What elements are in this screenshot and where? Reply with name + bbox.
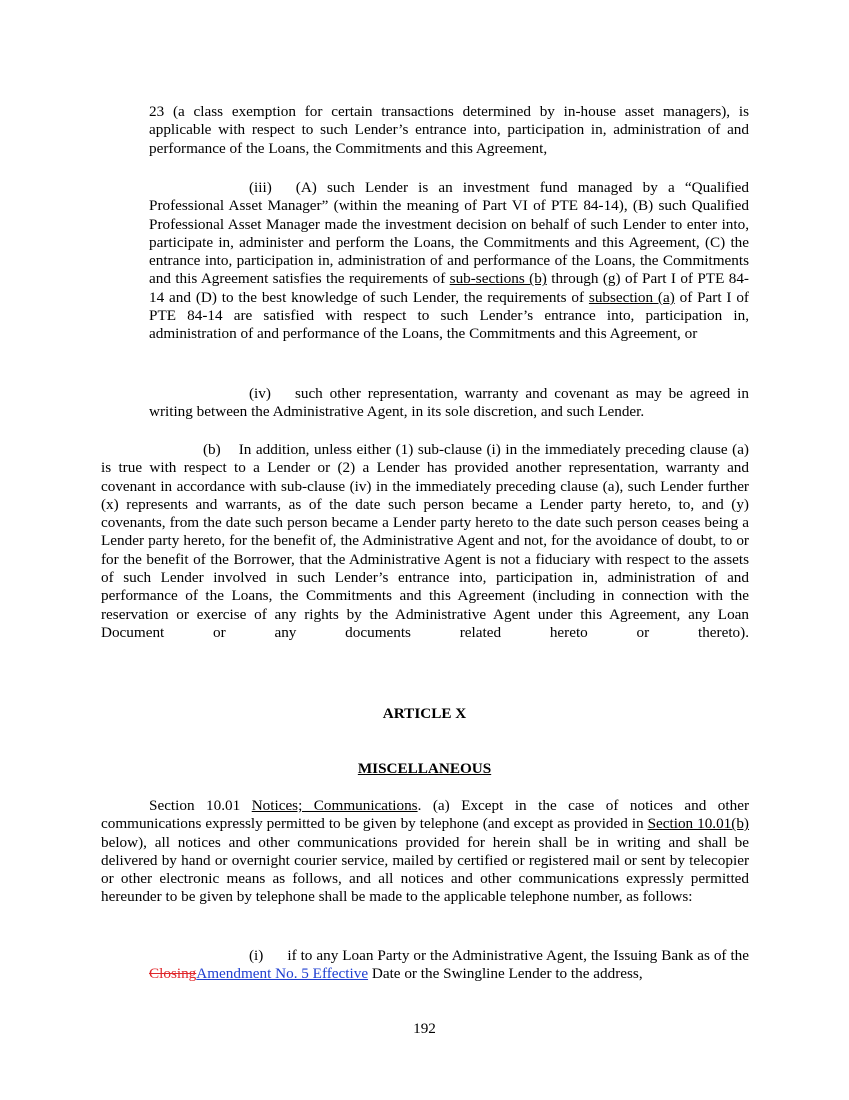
paragraph-b: (b) In addition, unless either (1) sub-clause (i) in the immediately preceding clause (a) is true with respect to a Lender or (2) a Lender has provided another representation, warranty and covenant in accordance with sub-clause (iv) in the immediately preceding clause (a), such Lender further (x) represents and warrants, as of the date such person became a Lender party hereto, to, and (y) covenants, from the date such person became a Lender party hereto to the date such person ceases being a Lender party hereto, for the benefit of, the Administrative Agent and not, for the avoidance of doubt, to or for the benefit of the Borrower, that the Administrative Agent is not a fiduciary with respect to the assets of such Lender involved in such Lender’s entrance into, participation in, administration of and performance of the Loans, the Commitments and this Agreement (including in connection with the reservation or exercise of any rights by the Administrative Agent under this Agreement, any Loan Document or any documents related hereto or thereto). (101, 441, 749, 641)
clause-number-i: (i) (249, 947, 264, 964)
section-10-01: Section 10.01 Notices; Communications. (a) Except in the case of notices and other communications expressly permitted to be given by telephone (and except as provided in Section 10.01(b) below), all notices and other communications provided for herein shall be in writing and shall be delivered by hand or overnight courier service, mailed by certified or registered mail or sent by telecopier or other electronic means as follows, and all notices and other communications expressly permitted hereunder to be given by telephone shall be made to the applicable telephone number, as follows: (101, 797, 750, 906)
subsections-b-link: sub-sections (b) (449, 270, 547, 288)
subsection-a-link: subsection (a) (588, 288, 675, 306)
paragraph-i: (i) if to any Loan Party or the Administrative Agent, the Issuing Bank as of the ClosingAmendment No. 5 Effective Date or the Swingline Lender to the address, (149, 947, 749, 983)
section-title: Notices; Communications (251, 797, 418, 814)
clause-number-iv: (iv) (249, 385, 271, 402)
paragraph-iii: (iii) (A) such Lender is an investment fund managed by a “Qualified Professional Asset Manager” (within the meaning of Part VI of PTE 84-14), (B) such Qualified Professional Asset Manager made the investment decision on behalf of such Lender to enter into, participate in, administer and perform the Loans, the Commitments and this Agreement, (C) the entrance into, participation in, administration of and performance of the Loans, the Commitments and this Agreement satisfies the requirements of sub-sections (b) through (g) of Part I of PTE 84- 14 and (D) to the best knowledge of such Lender, the requirements of subsection (a) of Part I of PTE 84-14 are satisfied with respect to such Lender’s entrance into, participation in, administration of and performance of the Loans, the Commitments and this Agreement, or (149, 179, 749, 343)
clause-number-b: (b) (203, 441, 221, 458)
inserted-text: Amendment No. 5 Effective (196, 965, 369, 983)
deleted-text: Closing (149, 965, 197, 983)
clause-number-iii: (iii) (249, 179, 272, 196)
article-heading: ARTICLE X (382, 705, 467, 722)
paragraph-iv: (iv) such other representation, warranty and covenant as may be agreed in writing between the Administrative Agent, in its sole discretion, and such Lender. (149, 385, 749, 421)
section-10-01b-link: Section 10.01(b) (647, 815, 749, 833)
page-number: 192 (413, 1020, 436, 1037)
paragraph-continuation: 23 (a class exemption for certain transactions determined by in-house asset managers), is applicable with respect to such Lender’s entrance into, participation in, administration of and performance of the Loans, the Commitments and this Agreement, (149, 103, 749, 157)
misc-heading: MISCELLANEOUS (357, 760, 492, 777)
section-label: Section 10.01 (149, 797, 241, 814)
